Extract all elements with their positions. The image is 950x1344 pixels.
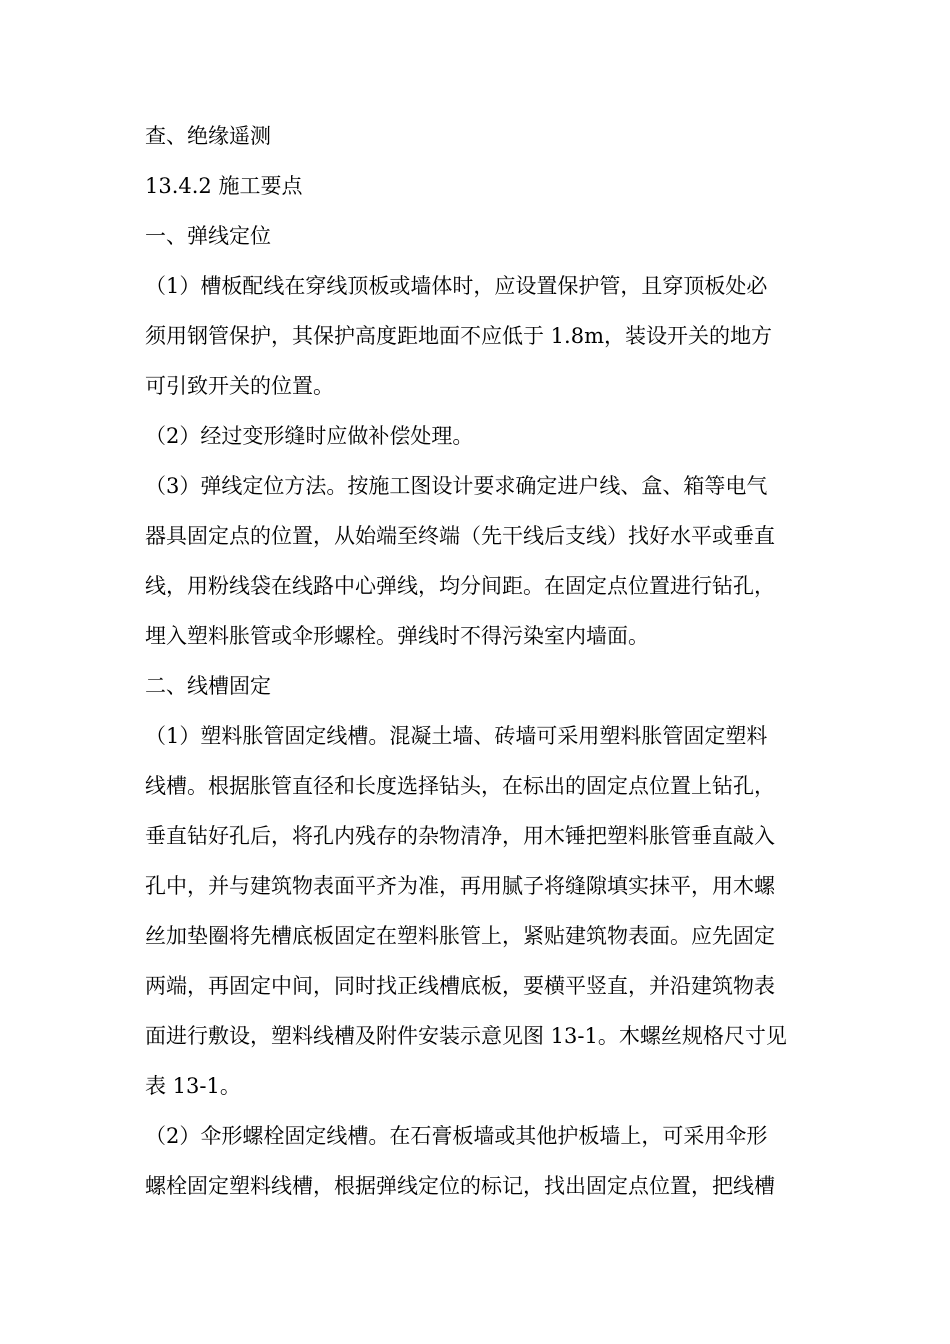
text-line: 垂直钻好孔后，将孔内残存的杂物清净，用木锤把塑料胀管垂直敲入 [145,824,775,848]
text-line: 须用钢管保护，其保护高度距地面不应低于 1.8m，装设开关的地方 [145,324,772,348]
text-line: 埋入塑料胀管或伞形螺栓。弹线时不得污染室内墙面。 [145,624,649,648]
text-line: 器具固定点的位置，从始端至终端（先干线后支线）找好水平或垂直 [145,524,775,548]
subsection-heading: 二、线槽固定 [145,674,271,698]
text-line: 孔中，并与建筑物表面平齐为准，再用腻子将缝隙填实抹平，用木螺 [145,874,775,898]
text-line: （1）槽板配线在穿线顶板或墙体时，应设置保护管，且穿顶板处必 [145,274,768,298]
section-heading: 13.4.2 施工要点 [145,174,303,198]
text-line: 表 13-1。 [145,1074,241,1098]
text-line: 线，用粉线袋在线路中心弹线，均分间距。在固定点位置进行钻孔， [145,574,775,598]
text-line: 可引致开关的位置。 [145,374,334,398]
text-line: 丝加垫圈将先槽底板固定在塑料胀管上，紧贴建筑物表面。应先固定 [145,924,775,948]
text-line: 两端，再固定中间，同时找正线槽底板，要横平竖直，并沿建筑物表 [145,974,775,998]
text-line: （1）塑料胀管固定线槽。混凝土墙、砖墙可采用塑料胀管固定塑料 [145,724,768,748]
text-line: 螺栓固定塑料线槽，根据弹线定位的标记，找出固定点位置，把线槽 [145,1174,775,1198]
text-line: 线槽。根据胀管直径和长度选择钻头，在标出的固定点位置上钻孔， [145,774,775,798]
text-line: （2）伞形螺栓固定线槽。在石膏板墙或其他护板墙上，可采用伞形 [145,1124,768,1148]
text-line: 查、绝缘遥测 [145,124,271,148]
text-line: （3）弹线定位方法。按施工图设计要求确定进户线、盒、箱等电气 [145,474,768,498]
text-line: 面进行敷设，塑料线槽及附件安装示意见图 13-1。木螺丝规格尺寸见 [145,1024,787,1048]
subsection-heading: 一、弹线定位 [145,224,271,248]
text-line: （2）经过变形缝时应做补偿处理。 [145,424,474,448]
